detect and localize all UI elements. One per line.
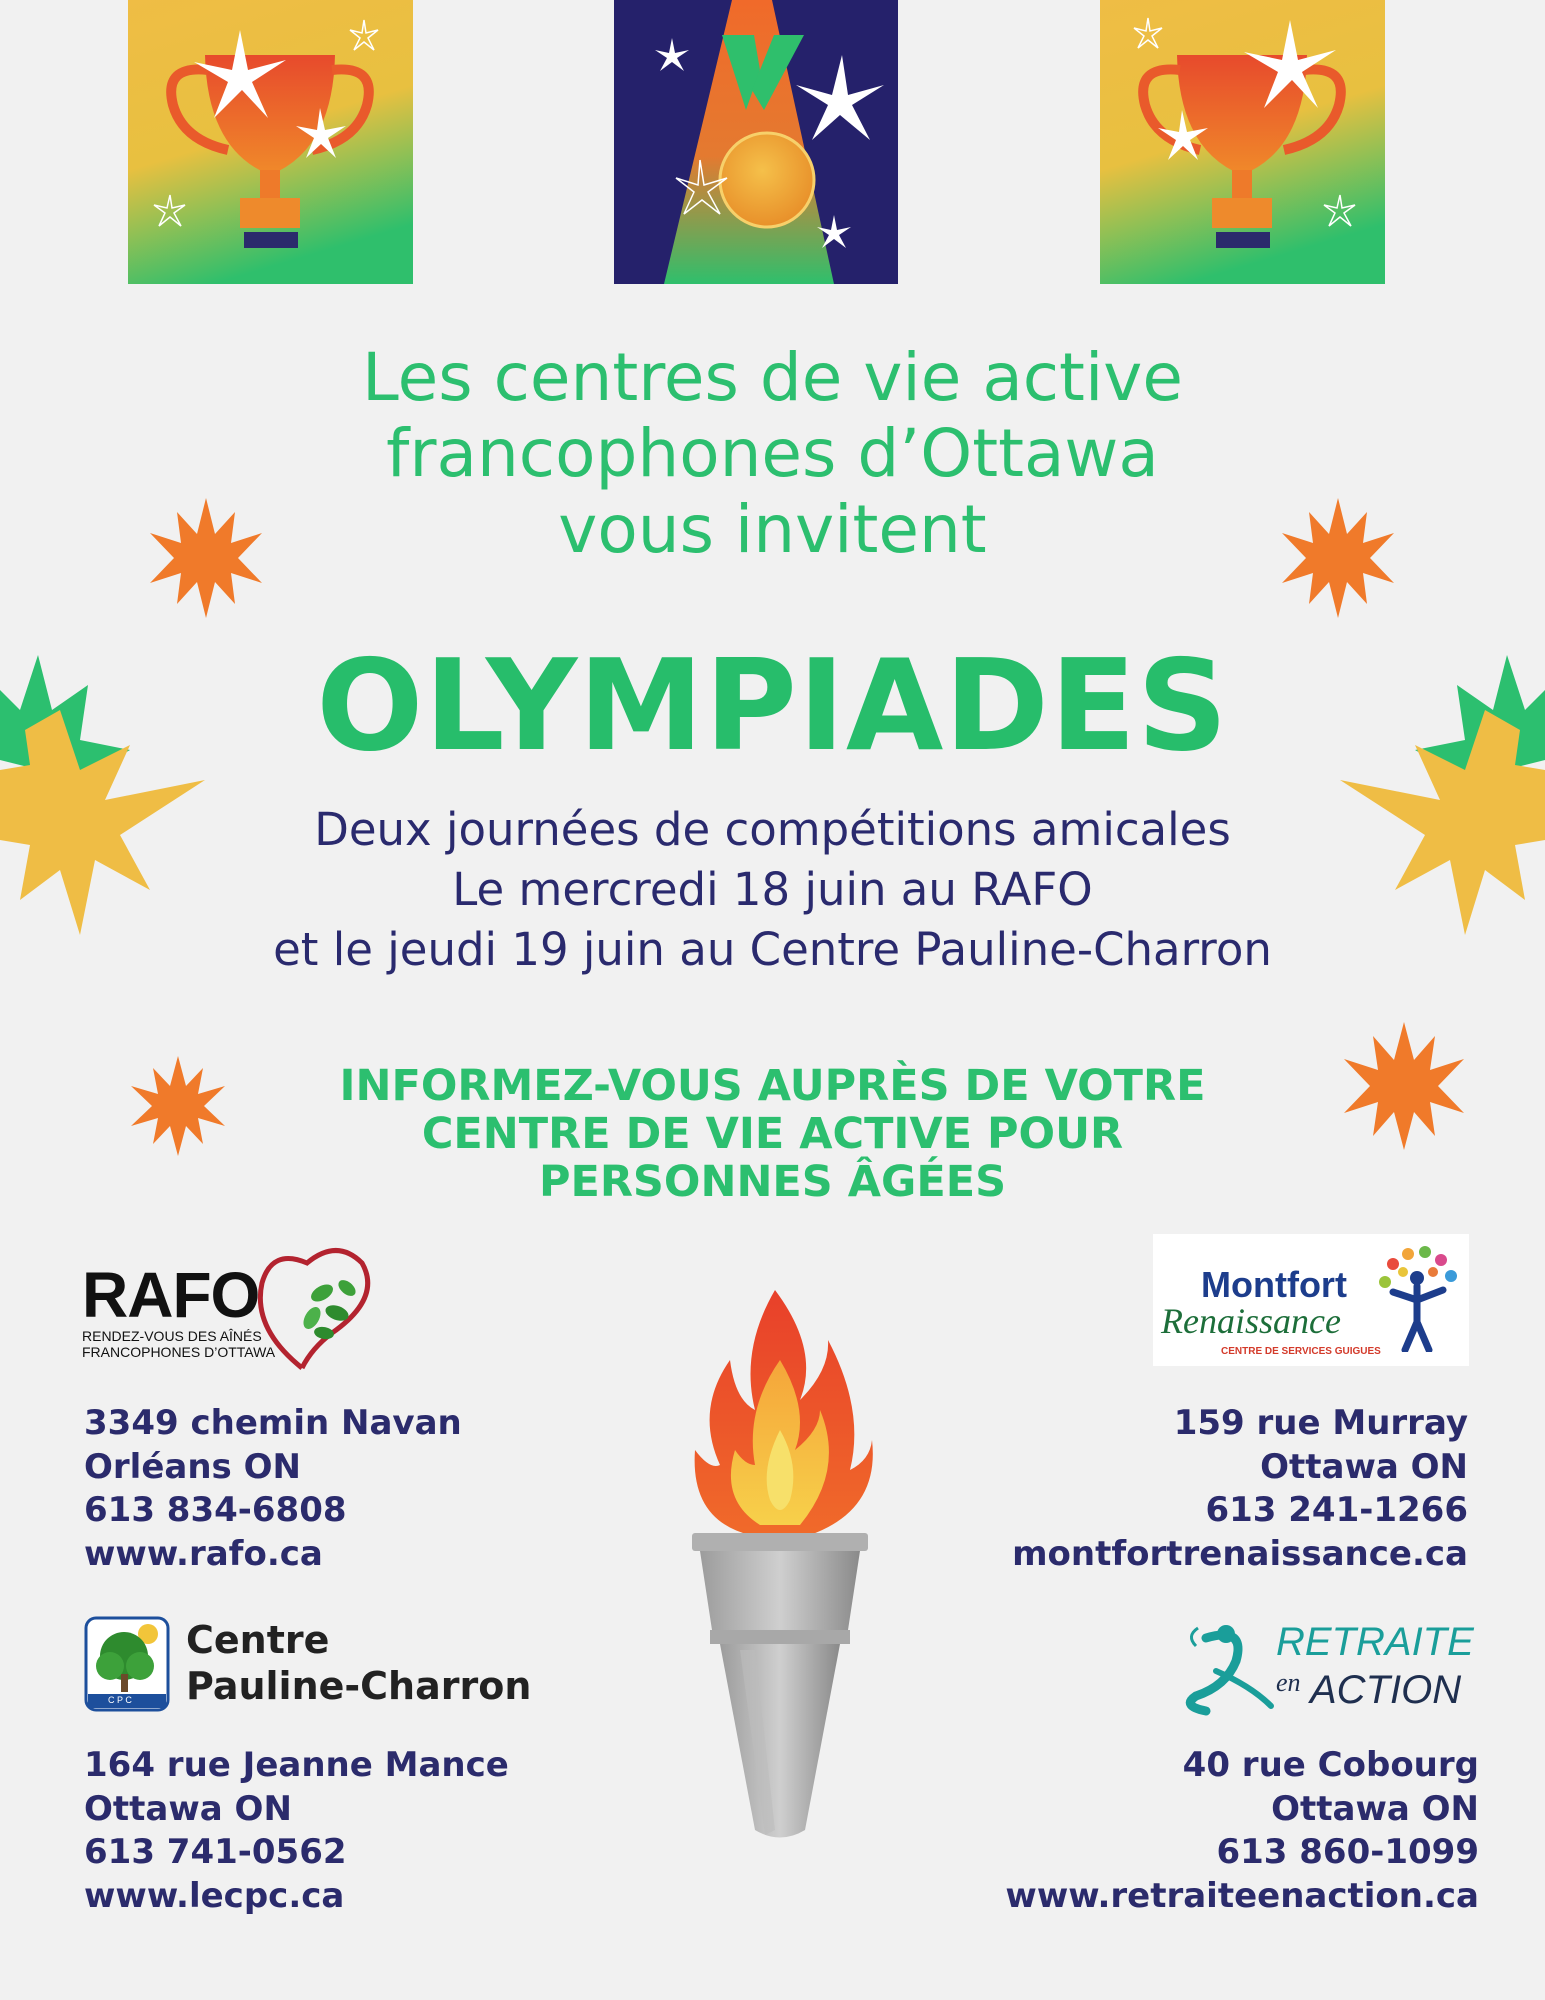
retraite-phone[interactable]: 613 860-1099 — [1216, 1832, 1479, 1872]
invitation-heading — [0, 340, 1545, 568]
cta-line-2: CENTRE DE VIE ACTIVE POUR — [421, 1109, 1124, 1159]
trophy-tile-left — [128, 0, 413, 284]
cta-line-3: PERSONNES ÂGÉES — [538, 1157, 1007, 1207]
cpc-contact — [84, 1744, 509, 1918]
rafo-logo-subtitle-1: RENDEZ-VOUS DES AÎNÉS — [82, 1328, 262, 1344]
medal-tile — [614, 0, 898, 284]
swirl-figure-icon — [1176, 1616, 1276, 1721]
montfort-contact — [1012, 1402, 1468, 1576]
rafo-website-link[interactable]: www.rafo.ca — [84, 1533, 323, 1574]
details-line-3: et le jeudi 19 juin au Centre Pauline-Charron — [273, 923, 1272, 976]
retraite-en-action-logo — [1176, 1616, 1476, 1721]
trophy-icon — [1100, 0, 1385, 284]
rafo-city: Orléans ON — [84, 1446, 301, 1487]
montfort-renaissance-logo — [1153, 1234, 1469, 1366]
intro-line-3: vous invitent — [558, 491, 987, 568]
retraite-website-link[interactable]: www.retraiteenaction.ca — [1005, 1875, 1479, 1916]
cpc-badge-text: C P C — [108, 1695, 132, 1705]
montfort-logo-script: Renaissance — [1161, 1301, 1341, 1341]
rafo-logo — [82, 1238, 382, 1373]
montfort-phone[interactable]: 613 241-1266 — [1205, 1490, 1468, 1530]
intro-line-2: francophones d’Ottawa — [386, 415, 1159, 492]
details-line-2: Le mercredi 18 juin au RAFO — [452, 863, 1093, 916]
trophy-tile-right — [1100, 0, 1385, 284]
montfort-website-link[interactable]: montfortrenaissance.ca — [1012, 1533, 1468, 1574]
retraite-city: Ottawa ON — [1271, 1788, 1479, 1829]
medal-icon — [614, 0, 898, 284]
rafo-contact — [84, 1402, 462, 1576]
rafo-logo-subtitle-2: FRANCOPHONES D’OTTAWA — [82, 1344, 276, 1360]
event-title: OLYMPIADES — [316, 632, 1229, 779]
olympic-torch-icon — [680, 1290, 880, 1850]
retraite-contact — [1005, 1744, 1479, 1918]
cpc-logo-line-2: Pauline-Charron — [186, 1664, 532, 1708]
cpc-logo-line-1: Centre — [186, 1618, 330, 1662]
cpc-address: 164 rue Jeanne Mance — [84, 1745, 509, 1785]
tree-person-icon — [1373, 1242, 1463, 1352]
trophy-icon — [128, 0, 413, 284]
retraite-logo-line-2a: en — [1276, 1668, 1301, 1697]
cta-line-1: INFORMEZ-VOUS AUPRÈS DE VOTRE — [339, 1061, 1206, 1111]
cpc-phone[interactable]: 613 741-0562 — [84, 1832, 347, 1872]
retraite-address: 40 rue Cobourg — [1182, 1745, 1479, 1785]
cpc-website-link[interactable]: www.lecpc.ca — [84, 1875, 345, 1916]
montfort-address: 159 rue Murray — [1173, 1403, 1468, 1443]
montfort-city: Ottawa ON — [1260, 1446, 1468, 1487]
intro-line-1: Les centres de vie active — [362, 339, 1183, 416]
retraite-logo-line-2b: ACTION — [1310, 1668, 1462, 1712]
retraite-logo-line-1: RETRAITE — [1276, 1620, 1474, 1664]
rafo-address: 3349 chemin Navan — [84, 1403, 462, 1443]
montfort-logo-name: Montfort — [1201, 1264, 1347, 1305]
call-to-action — [0, 1062, 1545, 1206]
details-line-1: Deux journées de compétitions amicales — [314, 803, 1231, 856]
cpc-city: Ottawa ON — [84, 1788, 292, 1829]
montfort-logo-subtitle: CENTRE DE SERVICES GUIGUES — [1221, 1346, 1381, 1357]
rafo-logo-name: RAFO — [82, 1259, 260, 1331]
rafo-phone[interactable]: 613 834-6808 — [84, 1490, 347, 1530]
event-details — [0, 800, 1545, 980]
centre-pauline-charron-logo — [84, 1616, 532, 1712]
